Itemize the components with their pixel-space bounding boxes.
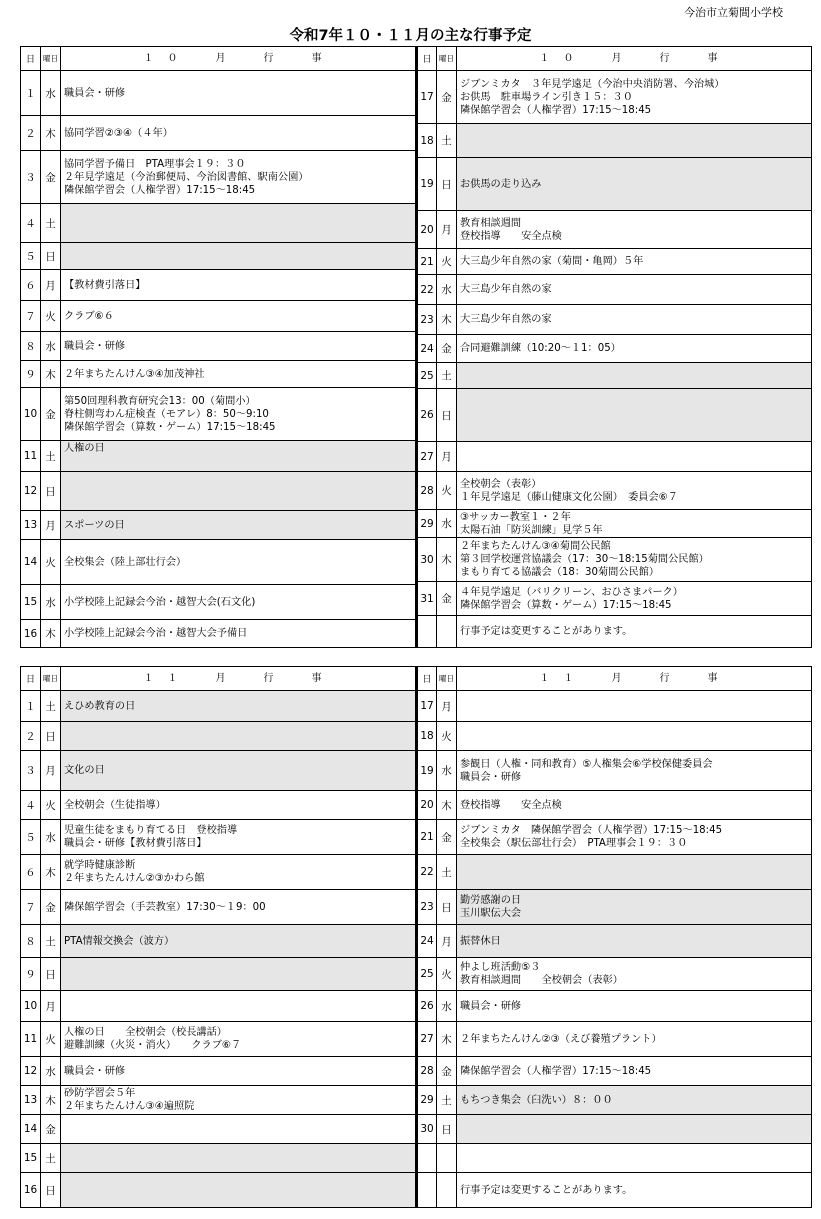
day-number: 27	[417, 1022, 437, 1056]
header-events: １１ 月 行 事	[61, 667, 417, 690]
event-text: もちつき集会（臼洗い）８：００	[457, 1086, 811, 1114]
table-row	[21, 116, 417, 151]
november-right-half	[417, 667, 811, 1207]
table-row	[417, 472, 811, 510]
table-row	[417, 442, 811, 472]
table-row	[21, 301, 417, 332]
weekday: 月	[41, 270, 61, 300]
weekday: 土	[437, 1086, 457, 1114]
event-text: 文化の日	[61, 751, 417, 790]
weekday: 金	[437, 335, 457, 362]
table-row	[21, 540, 417, 585]
weekday: 日	[41, 958, 61, 990]
table-row	[417, 211, 811, 249]
table-row	[21, 361, 417, 388]
weekday: 木	[41, 361, 61, 387]
day-number: 11	[21, 441, 41, 471]
weekday: 木	[41, 855, 61, 889]
header-weekday: 曜日	[41, 47, 61, 70]
event-text: 行事予定は変更することがあります。	[460, 626, 633, 637]
weekday: 日	[437, 890, 457, 924]
table-row	[417, 616, 811, 647]
event-text: 人権の日	[61, 441, 417, 471]
day-number: １	[21, 691, 41, 721]
table-row	[21, 270, 417, 301]
weekday: 月	[41, 751, 61, 790]
table-row	[417, 582, 811, 616]
day-number: 22	[417, 855, 437, 889]
table-row	[417, 1057, 811, 1086]
november-schedule-table	[20, 666, 812, 1208]
weekday	[437, 616, 457, 647]
day-number: 26	[417, 991, 437, 1021]
weekday: 火	[41, 1022, 61, 1056]
event-text	[61, 204, 417, 242]
table-row	[21, 1173, 417, 1207]
weekday: 土	[41, 204, 61, 242]
event-text: 就学時健康診断 ２年まちたんけん②③かわら館	[61, 855, 417, 889]
weekday: 水	[437, 991, 457, 1021]
event-text: 全校朝会（表彰） １年見学遠足（藤山健康文化公園） 委員会⑥７	[460, 478, 678, 503]
event-text	[61, 1173, 417, 1207]
table-row	[417, 363, 811, 389]
table-row	[417, 158, 811, 211]
event-text	[61, 958, 417, 990]
table-row	[417, 71, 811, 124]
event-text	[61, 1115, 417, 1143]
table-row	[417, 1144, 811, 1173]
table-row	[21, 1086, 417, 1115]
event-text: 教育相談週間 登校指導 安全点検	[460, 217, 562, 242]
header-weekday: 曜日	[41, 667, 61, 690]
event-text: 第50回理科教育研究会13：00（菊間小） 脊柱側弯わん症検査（モアレ）8：50～9:10 隣保館学習会（算数・ゲーム）17:15～18:45	[61, 388, 417, 440]
header-day: 日	[21, 667, 41, 690]
event-text: 砂防学習会５年 ２年まちたんけん③④遍照院	[61, 1086, 417, 1114]
weekday: 水	[41, 71, 61, 115]
october-schedule-table	[20, 46, 812, 648]
weekday: 土	[437, 855, 457, 889]
weekday: 水	[41, 332, 61, 360]
event-text: ③サッカー教室１・２年 太陽石油「防災訓練」見学５年	[460, 511, 603, 536]
weekday: 金	[437, 820, 457, 854]
day-number: ２	[21, 116, 41, 150]
day-number: 10	[21, 991, 41, 1021]
weekday: 火	[41, 791, 61, 819]
table-row	[417, 855, 811, 890]
event-text: 小学校陸上記録会今治・越智大会(石文化)	[61, 585, 417, 619]
table-row	[417, 791, 811, 820]
table-row	[21, 472, 417, 511]
header-events: １０ 月 行 事	[61, 47, 417, 70]
day-number: ６	[21, 855, 41, 889]
day-number: 28	[417, 472, 437, 509]
weekday: 月	[437, 691, 457, 721]
october-header-row	[21, 47, 417, 71]
table-row	[417, 1115, 811, 1144]
table-row	[21, 925, 417, 958]
event-text: 勤労感謝の日 玉川駅伝大会	[457, 890, 811, 924]
table-row	[417, 1086, 811, 1115]
day-number: 12	[21, 1057, 41, 1085]
event-text: 大三島少年自然の家	[460, 284, 552, 295]
table-row	[21, 585, 417, 620]
event-text: 参観日（人権・同和教育）⑤人権集会⑥学校保健委員会 職員会・研修	[460, 758, 713, 783]
table-row	[21, 620, 417, 647]
weekday: 火	[41, 301, 61, 331]
event-text: 合同避難訓練（10:20～１1：05）	[460, 343, 621, 354]
table-row	[21, 332, 417, 361]
weekday: 木	[41, 620, 61, 647]
event-text	[457, 855, 811, 889]
event-text: お供馬の走り込み	[457, 158, 811, 210]
event-text: クラブ⑥６	[61, 301, 417, 331]
event-text: 人権の日 全校朝会（校長講話） 避難訓練（火災・消火） クラブ⑥７	[61, 1022, 417, 1056]
day-number: 29	[417, 1086, 437, 1114]
event-text	[457, 124, 811, 157]
day-number: 19	[417, 751, 437, 790]
table-row	[21, 1022, 417, 1057]
event-text: 登校指導 安全点検	[460, 799, 562, 811]
header-weekday: 曜日	[437, 47, 457, 70]
weekday: 金	[41, 890, 61, 924]
weekday: 日	[41, 722, 61, 750]
header-events: １１ 月 行 事	[539, 673, 732, 684]
table-row	[417, 751, 811, 791]
event-text	[457, 1115, 811, 1143]
page-title: 令和7年１０・１１月の主な行事予定	[289, 28, 532, 44]
day-number	[417, 616, 437, 647]
day-number: 16	[21, 620, 41, 647]
weekday: 水	[41, 820, 61, 854]
day-number: 30	[417, 538, 437, 581]
event-text: 小学校陸上記録会今治・越智大会予備日	[61, 620, 417, 647]
event-text: ジブンミカタ ３年見学遠足（今治中央消防署、今治城） お供馬 駐車場ライン引き１５：３０ 隣保館学習会（人権学習）17:15～18:45	[460, 78, 725, 116]
event-text: えひめ教育の日	[61, 691, 417, 721]
table-row	[21, 441, 417, 472]
event-text: 職員会・研修	[61, 71, 417, 115]
october-right-half	[417, 47, 811, 647]
weekday	[437, 1173, 457, 1207]
day-number: 20	[417, 211, 437, 248]
event-text: 全校朝会（生徒指導）	[61, 791, 417, 819]
day-number: 18	[417, 722, 437, 750]
weekday: 月	[437, 211, 457, 248]
table-row	[21, 243, 417, 270]
weekday: 日	[437, 389, 457, 441]
november-header-row	[417, 667, 811, 691]
weekday: 水	[437, 510, 457, 537]
weekday: 土	[437, 363, 457, 388]
day-number: ４	[21, 791, 41, 819]
day-number: ８	[21, 332, 41, 360]
weekday: 日	[41, 472, 61, 510]
day-number: 19	[417, 158, 437, 210]
event-text	[457, 442, 811, 471]
event-text: 職員会・研修	[61, 332, 417, 360]
event-text: 隣保館学習会（手芸教室）17:30～１9：00	[61, 890, 417, 924]
table-row	[21, 511, 417, 540]
table-row	[21, 691, 417, 722]
day-number: 15	[21, 1144, 41, 1172]
day-number: ７	[21, 301, 41, 331]
day-number: 21	[417, 820, 437, 854]
table-row	[21, 722, 417, 751]
event-text: ２年まちたんけん③④加茂神社	[61, 361, 417, 387]
day-number	[417, 1144, 437, 1172]
weekday: 金	[437, 71, 457, 123]
day-number: 31	[417, 582, 437, 615]
event-text: 職員会・研修	[61, 1057, 417, 1085]
header-day: 日	[417, 667, 437, 690]
event-text	[61, 472, 417, 510]
weekday: 木	[437, 305, 457, 334]
weekday: 日	[437, 158, 457, 210]
table-row	[417, 275, 811, 305]
day-number: 25	[417, 958, 437, 990]
weekday: 月	[437, 442, 457, 471]
day-number: 29	[417, 510, 437, 537]
day-number: 12	[21, 472, 41, 510]
weekday: 水	[41, 585, 61, 619]
weekday: 火	[437, 249, 457, 274]
day-number: 21	[417, 249, 437, 274]
november-left-half	[21, 667, 417, 1207]
weekday: 金	[437, 1057, 457, 1085]
weekday	[437, 1144, 457, 1172]
day-number: 17	[417, 71, 437, 123]
day-number: 25	[417, 363, 437, 388]
table-row	[417, 305, 811, 335]
day-number: ５	[21, 820, 41, 854]
table-row	[21, 204, 417, 243]
day-number: 14	[21, 540, 41, 584]
day-number: ５	[21, 243, 41, 269]
weekday: 火	[437, 958, 457, 990]
table-row	[417, 890, 811, 925]
event-text: 大三島少年自然の家	[460, 314, 552, 325]
table-row	[21, 1057, 417, 1086]
day-number: 10	[21, 388, 41, 440]
weekday: 月	[41, 511, 61, 539]
event-text: ２年まちたんけん②③（えび養殖プラント）	[460, 1033, 662, 1045]
table-row	[417, 249, 811, 275]
event-text: 全校集会（陸上部壮行会）	[61, 540, 417, 584]
day-number: ３	[21, 151, 41, 203]
event-text: PTA情報交換会（波方）	[61, 925, 417, 957]
table-row	[21, 791, 417, 820]
day-number: 27	[417, 442, 437, 471]
day-number: 26	[417, 389, 437, 441]
weekday: 日	[437, 1115, 457, 1143]
event-text	[457, 389, 811, 441]
day-number: 15	[21, 585, 41, 619]
event-text: 職員会・研修	[460, 1000, 522, 1012]
weekday: 日	[41, 1173, 61, 1207]
weekday: 火	[437, 722, 457, 750]
day-number: 24	[417, 925, 437, 957]
table-row	[417, 389, 811, 442]
october-left-half	[21, 47, 417, 647]
table-row	[417, 335, 811, 363]
november-header-row	[21, 667, 417, 691]
event-text	[457, 1144, 811, 1172]
day-number: 20	[417, 791, 437, 819]
day-number	[417, 1173, 437, 1207]
table-row	[21, 1144, 417, 1173]
weekday: 水	[437, 275, 457, 304]
event-text	[457, 722, 811, 750]
table-row	[21, 958, 417, 991]
table-row	[417, 124, 811, 158]
weekday: 金	[41, 1115, 61, 1143]
day-number: 23	[417, 305, 437, 334]
table-row	[417, 820, 811, 855]
day-number: 13	[21, 511, 41, 539]
event-text: ジブンミカタ 隣保館学習会（人権学習）17:15～18:45 全校集会（駅伝部壮行会） PTA理事会１９：３０	[460, 825, 723, 849]
day-number: ６	[21, 270, 41, 300]
event-text: 【教材費引落日】	[61, 270, 417, 300]
table-row	[21, 151, 417, 204]
weekday: 木	[41, 116, 61, 150]
table-row	[417, 722, 811, 751]
day-number: 11	[21, 1022, 41, 1056]
day-number: 13	[21, 1086, 41, 1114]
event-text	[61, 1144, 417, 1172]
event-text	[61, 722, 417, 750]
weekday: 土	[41, 925, 61, 957]
weekday: 水	[41, 1057, 61, 1085]
header-events: １０ 月 行 事	[539, 53, 732, 64]
event-text: 隣保館学習会（人権学習）17:15～18:45	[460, 1065, 652, 1077]
header-weekday: 曜日	[437, 667, 457, 690]
weekday: 金	[41, 388, 61, 440]
weekday: 土	[41, 1144, 61, 1172]
day-number: ８	[21, 925, 41, 957]
weekday: 土	[41, 441, 61, 471]
weekday: 月	[41, 991, 61, 1021]
weekday: 木	[437, 538, 457, 581]
table-row	[417, 925, 811, 958]
event-text	[61, 991, 417, 1021]
table-row	[21, 388, 417, 441]
day-number: ９	[21, 361, 41, 387]
header-day: 日	[417, 47, 437, 70]
day-number: 28	[417, 1057, 437, 1085]
event-text: 協同学習予備日 PTA理事会１９：３０ ２年見学遠足（今治郵便局、今治図書館、駅南公園） 隣保館学習会（人権学習）17:15～18:45	[61, 151, 417, 203]
header-day: 日	[21, 47, 41, 70]
school-name: 今治市立菊間小学校	[684, 6, 783, 19]
table-row	[417, 1173, 811, 1207]
table-row	[417, 958, 811, 991]
event-text	[457, 691, 811, 721]
event-text: 大三島少年自然の家（菊間・亀岡）５年	[460, 256, 644, 267]
weekday: 水	[437, 751, 457, 790]
day-number: 22	[417, 275, 437, 304]
table-row	[21, 751, 417, 791]
day-number: 14	[21, 1115, 41, 1143]
weekday: 木	[41, 1086, 61, 1114]
day-number: 23	[417, 890, 437, 924]
day-number: ７	[21, 890, 41, 924]
table-row	[417, 538, 811, 582]
event-text: ４年見学遠足（バリクリーン、おひさまパーク） 隣保館学習会（算数・ゲーム）17:15～18:45	[460, 586, 683, 611]
weekday: 火	[437, 472, 457, 509]
event-text: ２年まちたんけん③④菊間公民館 第３回学校運営協議会（17：30～18:15菊間公民館） まもり育てる協議会（18：30菊間公民館）	[460, 541, 709, 578]
event-text	[61, 243, 417, 269]
event-text: 振替休日	[457, 925, 811, 957]
day-number: 17	[417, 691, 437, 721]
table-row	[417, 1022, 811, 1057]
table-row	[21, 71, 417, 116]
event-text: 児童生徒をまもり育てる日 登校指導 職員会・研修【教材費引落日】	[61, 820, 417, 854]
table-row	[417, 691, 811, 722]
weekday: 月	[437, 925, 457, 957]
day-number: ２	[21, 722, 41, 750]
weekday: 木	[437, 791, 457, 819]
weekday: 土	[437, 124, 457, 157]
weekday: 木	[437, 1022, 457, 1056]
october-header-row	[417, 47, 811, 71]
weekday: 金	[437, 582, 457, 615]
table-row	[21, 991, 417, 1022]
event-text: スポーツの日	[61, 511, 417, 539]
event-text: 協同学習②③④（４年）	[61, 116, 417, 150]
weekday: 火	[41, 540, 61, 584]
table-row	[417, 991, 811, 1022]
day-number: 16	[21, 1173, 41, 1207]
table-row	[417, 510, 811, 538]
event-text: 行事予定は変更することがあります。	[460, 1184, 633, 1196]
weekday: 日	[41, 243, 61, 269]
table-row	[21, 855, 417, 890]
day-number: 24	[417, 335, 437, 362]
table-row	[21, 820, 417, 855]
table-row	[21, 1115, 417, 1144]
day-number: ９	[21, 958, 41, 990]
weekday: 金	[41, 151, 61, 203]
day-number: １	[21, 71, 41, 115]
day-number: ４	[21, 204, 41, 242]
table-row	[21, 890, 417, 925]
event-text: 仲よし班活動⑤３ 教育相談週間 全校朝会（表彰）	[460, 962, 623, 986]
weekday: 土	[41, 691, 61, 721]
day-number: 30	[417, 1115, 437, 1143]
day-number: 18	[417, 124, 437, 157]
event-text	[457, 363, 811, 388]
day-number: ３	[21, 751, 41, 790]
